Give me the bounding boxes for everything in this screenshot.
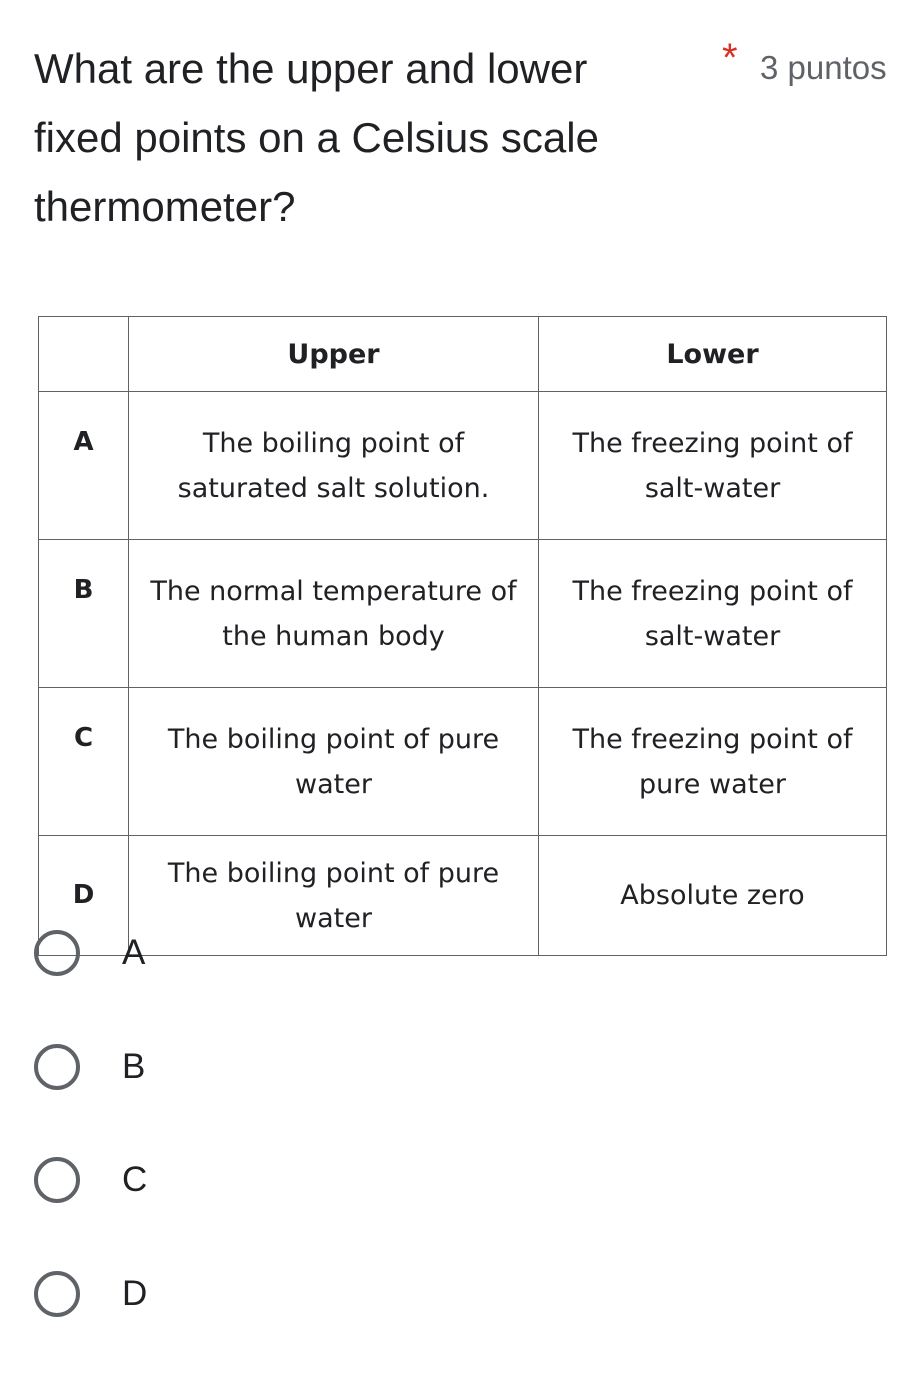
table-header-corner	[39, 317, 129, 392]
row-label: D	[39, 836, 129, 956]
answer-table	[38, 316, 887, 956]
table-header-row	[39, 317, 887, 392]
lower-cell: Absolute zero	[539, 836, 887, 956]
lower-cell: The freezing point of salt-water	[539, 540, 887, 688]
table-row	[39, 688, 887, 836]
option-label[interactable]: C	[122, 1153, 147, 1207]
option-label[interactable]: D	[122, 1267, 147, 1321]
table-header-upper: Upper	[129, 317, 539, 392]
option-c[interactable]	[34, 1153, 147, 1267]
table-header-lower: Lower	[539, 317, 887, 392]
table-row	[39, 392, 887, 540]
required-marker: *	[722, 38, 738, 78]
upper-cell: The boiling point of saturated salt solution.	[129, 392, 539, 540]
row-label: B	[39, 540, 129, 688]
answer-options	[34, 926, 147, 1380]
option-b[interactable]	[34, 1040, 147, 1154]
question-image-table	[38, 316, 886, 956]
row-label: C	[39, 688, 129, 836]
option-d[interactable]	[34, 1267, 147, 1380]
table-row	[39, 836, 887, 956]
radio-button-icon[interactable]	[34, 1044, 80, 1090]
lower-cell: The freezing point of salt-water	[539, 392, 887, 540]
option-a[interactable]	[34, 926, 147, 1040]
lower-cell: The freezing point of pure water	[539, 688, 887, 836]
table-row	[39, 540, 887, 688]
radio-button-icon[interactable]	[34, 1271, 80, 1317]
upper-cell: The boiling point of pure water	[129, 836, 539, 956]
radio-button-icon[interactable]	[34, 1157, 80, 1203]
radio-button-icon[interactable]	[34, 930, 80, 976]
upper-cell: The normal temperature of the human body	[129, 540, 539, 688]
upper-cell: The boiling point of pure water	[129, 688, 539, 836]
row-label: A	[39, 392, 129, 540]
option-label[interactable]: A	[122, 926, 145, 980]
question-title: What are the upper and lower fixed points on a Celsius scale thermometer?	[34, 34, 674, 241]
points-label: 3 puntos	[760, 48, 887, 88]
option-label[interactable]: B	[122, 1040, 145, 1094]
